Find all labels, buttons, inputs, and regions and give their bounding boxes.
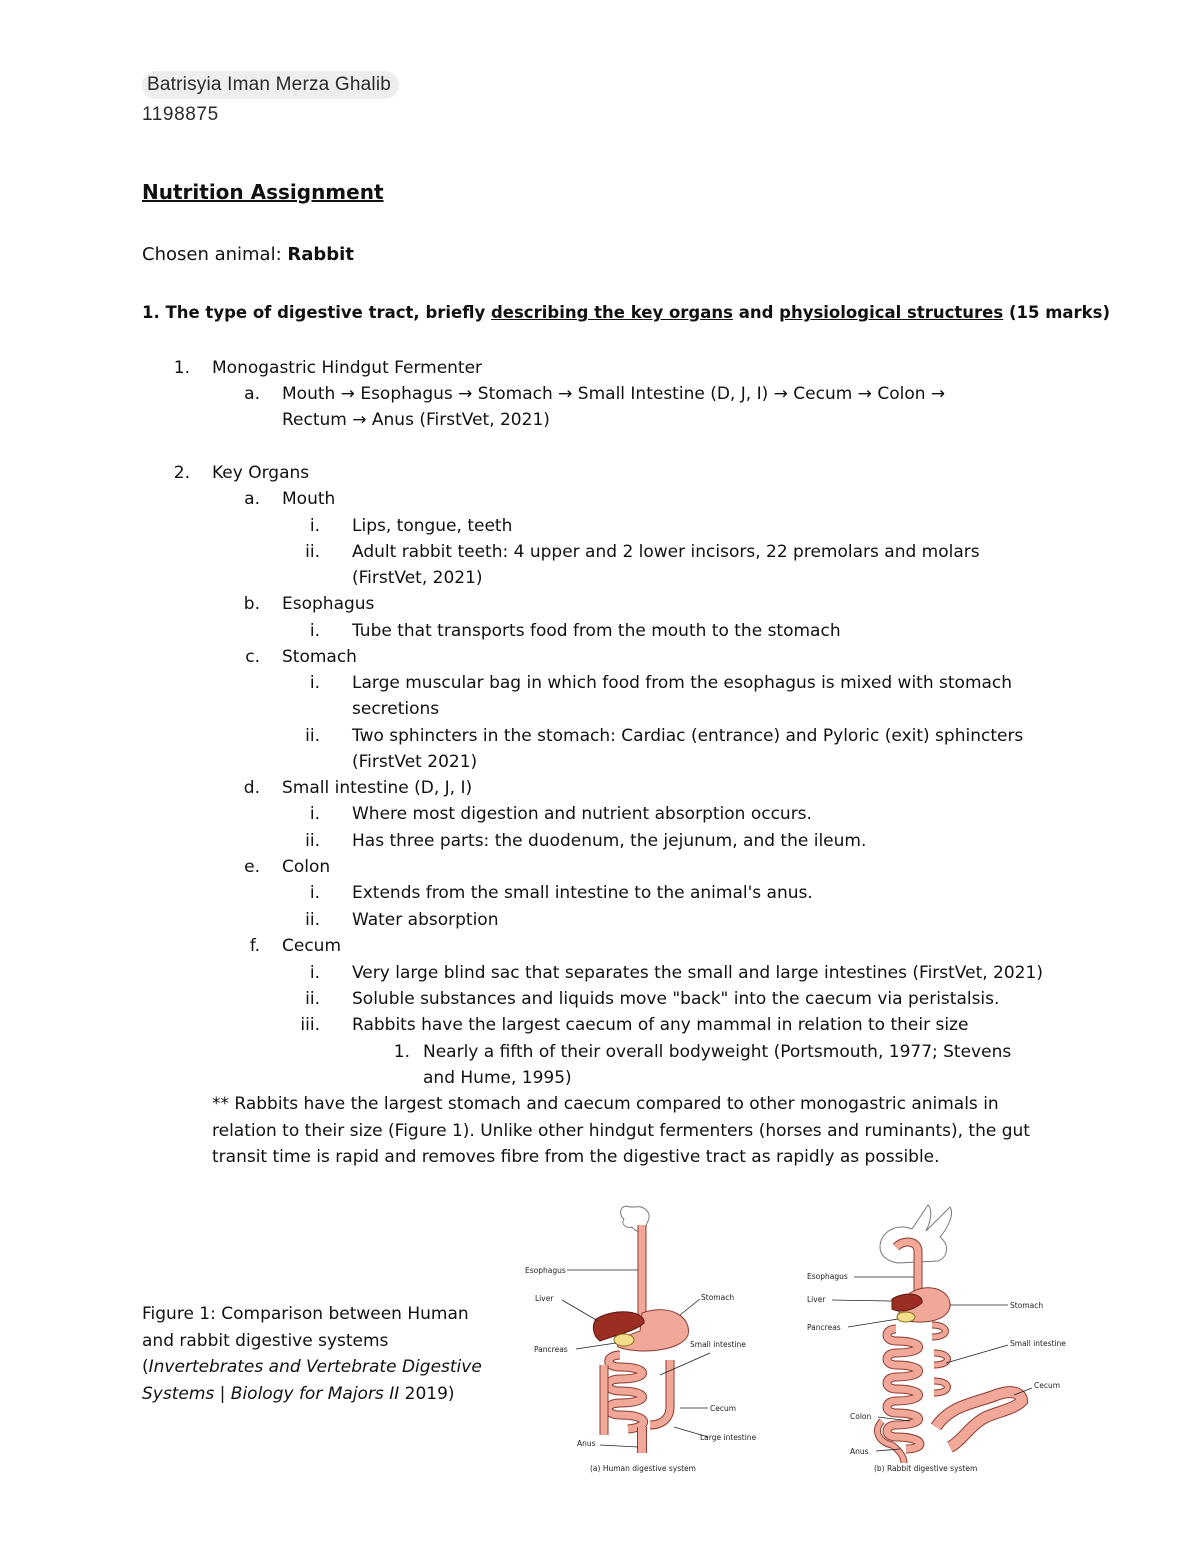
list-item-continuation: Rectum → Anus (FirstVet, 2021) (282, 410, 550, 430)
rabbit-label-anus: Anus (850, 1447, 869, 1456)
list-marker: i. (309, 516, 320, 536)
author-name: Batrisyia Iman Merza Ghalib (142, 71, 399, 99)
list-item: Monogastric Hindgut Fermenter (212, 358, 483, 378)
list-marker: i. (309, 883, 320, 903)
chosen-animal (142, 242, 354, 268)
caption-source-italic: Invertebrates and Vertebrate Digestive (148, 1357, 482, 1377)
caption-source-italic: Systems | Biology for Majors II (142, 1383, 400, 1404)
organ-mouth: Mouth (282, 489, 336, 509)
note-line: relation to their size (Figure 1). Unlike other hindgut fermenters (horses and ruminants), the gut (212, 1121, 1030, 1141)
rabbit-label-pancreas: Pancreas (807, 1323, 841, 1332)
list-marker: i. (309, 963, 320, 983)
figure-caption-line (142, 1354, 482, 1381)
list-marker: ii. (305, 989, 320, 1009)
list-marker: 1. (393, 1042, 410, 1062)
question-and: and (738, 303, 774, 322)
list-item-continuation: (FirstVet 2021) (352, 752, 478, 772)
figure-caption-line: and rabbit digestive systems (142, 1330, 389, 1351)
student-id: 1198875 (142, 104, 219, 125)
rabbit-label-cecum: Cecum (1034, 1381, 1061, 1390)
human-label-small-intestine: Small intestine (690, 1340, 746, 1349)
question-prefix: 1. The type of digestive tract, briefly (142, 303, 486, 322)
human-pancreas-shape (614, 1334, 634, 1346)
organ-colon: Colon (282, 857, 331, 877)
list-marker: ii. (305, 726, 320, 746)
list-item: Large muscular bag in which food from the esophagus is mixed with stomach (352, 673, 1013, 693)
list-item-continuation: (FirstVet, 2021) (352, 568, 483, 588)
human-label-esophagus: Esophagus (525, 1266, 566, 1275)
list-item: Key Organs (212, 463, 310, 483)
rabbit-label-stomach: Stomach (1010, 1301, 1044, 1310)
human-label-stomach: Stomach (701, 1293, 735, 1302)
list-marker: i. (309, 804, 320, 824)
question-marks: (15 marks) (1008, 303, 1110, 322)
caption-year: 2019) (399, 1383, 455, 1404)
list-marker: a. (244, 384, 260, 404)
list-marker: ii. (305, 542, 320, 562)
organ-stomach: Stomach (282, 647, 357, 667)
rabbit-label-small-intestine: Small intestine (1010, 1339, 1066, 1348)
human-digestive-diagram (520, 1195, 760, 1480)
list-marker: a. (244, 489, 260, 509)
human-label-anus: Anus (577, 1439, 596, 1448)
list-marker: b. (243, 594, 260, 614)
human-label-pancreas: Pancreas (534, 1345, 568, 1354)
figure-caption-line: Figure 1: Comparison between Human (142, 1304, 469, 1324)
list-marker: i. (309, 621, 320, 641)
list-item: Very large blind sac that separates the small and large intestines (FirstVet, 2021) (352, 963, 1043, 983)
question-key-organs: describing the key organs (490, 303, 733, 322)
human-label-liver: Liver (535, 1294, 554, 1303)
list-item-continuation: secretions (352, 699, 440, 719)
list-marker: c. (245, 647, 260, 667)
list-marker: d. (243, 778, 260, 798)
human-diagram-caption: (a) Human digestive system (590, 1464, 696, 1473)
rabbit-pancreas-shape (897, 1312, 915, 1322)
question-heading (142, 303, 1110, 322)
rabbit-label-colon: Colon (850, 1412, 872, 1421)
list-item: Rabbits have the largest caecum of any mammal in relation to their size (352, 1015, 969, 1035)
chosen-animal-value: Rabbit (287, 244, 354, 265)
list-marker: iii. (300, 1015, 320, 1035)
list-marker: f. (249, 936, 260, 956)
figure-caption-line (142, 1381, 482, 1408)
rabbit-digestive-diagram (800, 1195, 1090, 1480)
list-item: Where most digestion and nutrient absorption occurs. (352, 804, 812, 824)
list-item-continuation: and Hume, 1995) (423, 1068, 572, 1088)
rabbit-label-liver: Liver (807, 1295, 826, 1304)
list-item: Extends from the small intestine to the animal's anus. (352, 883, 813, 903)
list-marker: 1. (173, 358, 190, 378)
caption-paren: ( (142, 1357, 149, 1377)
note-line: transit time is rapid and removes fibre from the digestive tract as rapidly as possible. (212, 1147, 940, 1167)
organ-esophagus: Esophagus (282, 594, 375, 614)
rabbit-label-esophagus: Esophagus (807, 1272, 848, 1281)
page-title: Nutrition Assignment (142, 180, 384, 204)
question-physiological: physiological structures (779, 303, 1004, 322)
list-item: Two sphincters in the stomach: Cardiac (entrance) and Pyloric (exit) sphincters (352, 726, 1024, 746)
list-item: Adult rabbit teeth: 4 upper and 2 lower incisors, 22 premolars and molars (352, 542, 980, 562)
list-marker: i. (309, 673, 320, 693)
figure-caption (142, 1301, 482, 1407)
list-item: Mouth → Esophagus → Stomach → Small Intestine (D, J, I) → Cecum → Colon → (282, 384, 946, 404)
list-item: Soluble substances and liquids move "back" into the caecum via peristalsis. (352, 989, 1000, 1009)
human-label-cecum: Cecum (710, 1404, 737, 1413)
organ-small-intestine: Small intestine (D, J, I) (282, 778, 473, 798)
list-item: Nearly a fifth of their overall bodyweight (Portsmouth, 1977; Stevens (423, 1042, 1012, 1062)
list-item: Water absorption (352, 910, 499, 930)
list-marker: ii. (305, 910, 320, 930)
chosen-animal-label: Chosen animal: (142, 244, 282, 265)
note-line: ** Rabbits have the largest stomach and caecum compared to other monogastric animals in (212, 1094, 999, 1114)
list-item: Has three parts: the duodenum, the jejunum, and the ileum. (352, 831, 867, 851)
list-marker: 2. (173, 463, 190, 483)
organ-cecum: Cecum (282, 936, 342, 956)
list-item: Lips, tongue, teeth (352, 516, 513, 536)
list-marker: ii. (305, 831, 320, 851)
human-label-large-intestine: Large intestine (700, 1433, 757, 1442)
list-item: Tube that transports food from the mouth to the stomach (352, 621, 841, 641)
list-marker: e. (244, 857, 260, 877)
rabbit-diagram-caption: (b) Rabbit digestive system (874, 1464, 978, 1473)
